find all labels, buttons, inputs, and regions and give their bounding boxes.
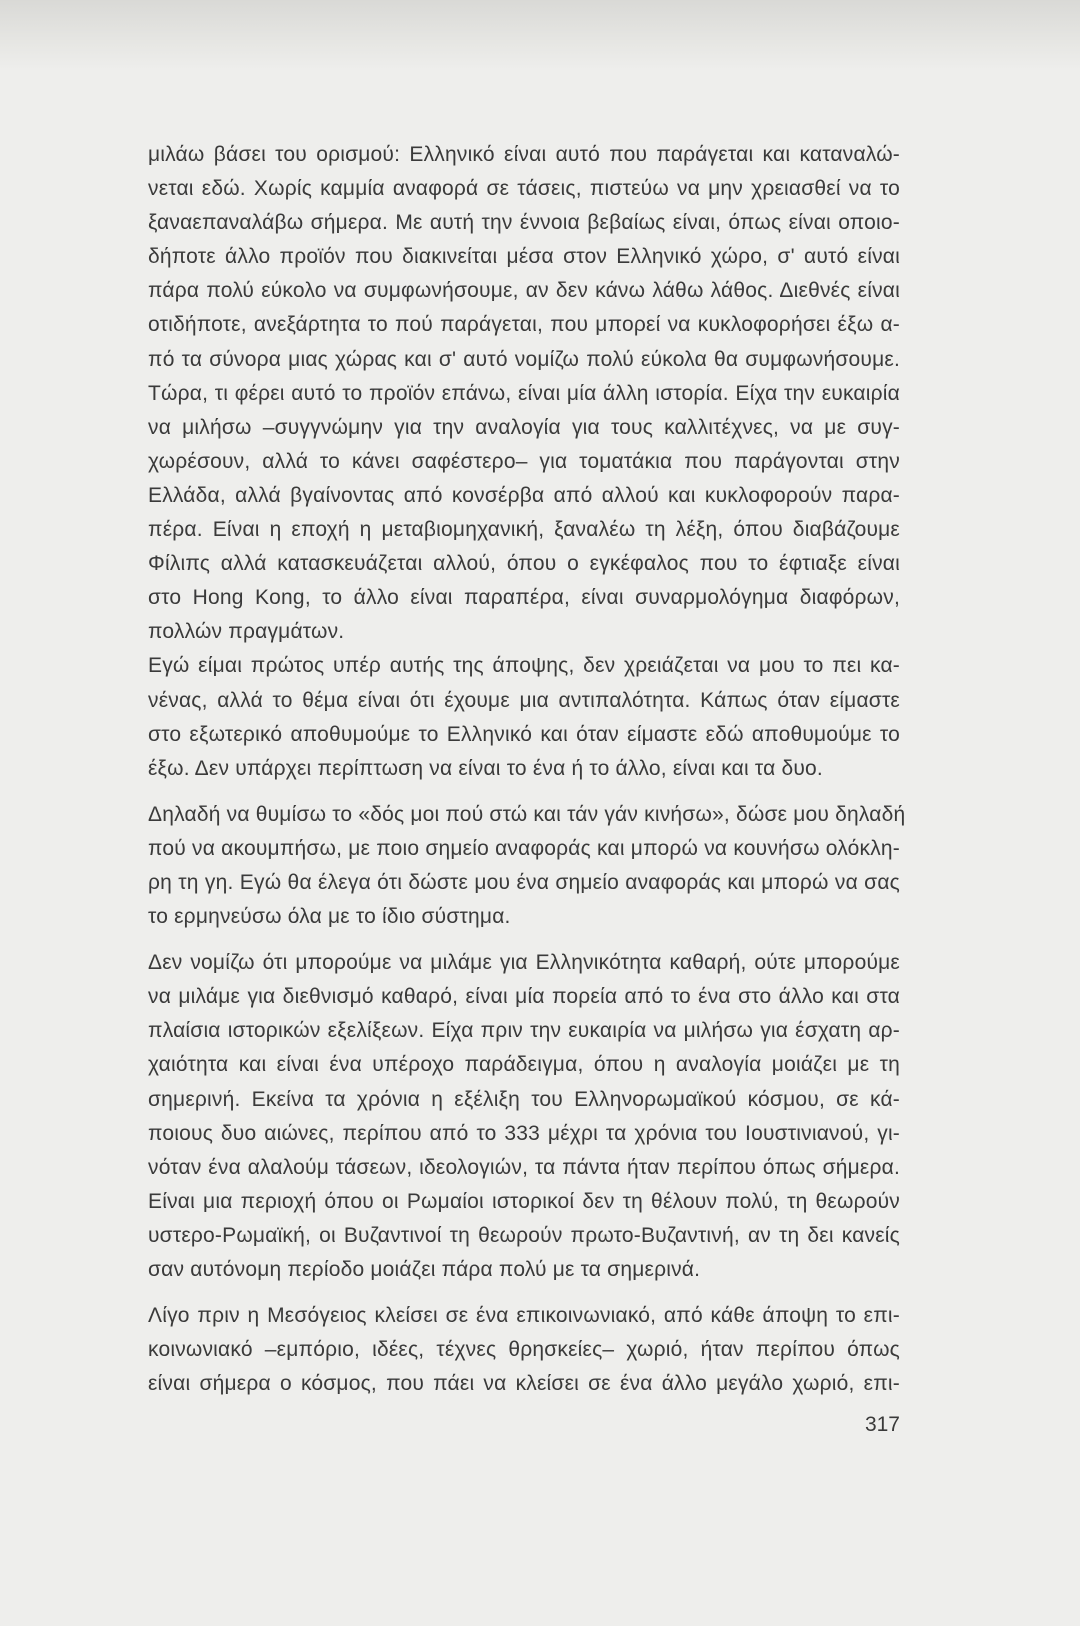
text-line: Ελλάδα, αλλά βγαίνοντας από κονσέρβα από αλλού και κυκλοφορούν παρα- (148, 483, 900, 507)
text-line: πό τα σύνορα μιας χώρας και σ' αυτό νομίζω πολύ εύκολα θα συμφωνήσουμε. (148, 347, 900, 371)
text-line: νεται εδώ. Χωρίς καμμία αναφορά σε τάσεις, πιστεύω να μην χρειασθεί να το (148, 177, 900, 201)
text-line: στο εξωτερικό αποθυμούμε το Ελληνικό και όταν είμαστε εδώ αποθυμούμε το (148, 722, 900, 746)
text-line: χωρέσουν, αλλά το κάνει σαφέστερο– για τοματάκια που παράγονται στην (148, 449, 900, 473)
text-line: το ερμηνεύσω όλα με το ίδιο σύστημα. (148, 905, 511, 929)
text-line: Φίλιπς αλλά κατασκευάζεται αλλού, όπου ο εγκέφαλος που το έφτιαξε είναι (148, 552, 900, 576)
text-line: πάρα πολύ εύκολο να συμφωνήσουμε, αν δεν κάνω λάθω λάθος. Διεθνές είναι (148, 279, 900, 303)
text-line: οτιδήποτε, ανεξάρτητα το πού παράγεται, που μπορεί να κυκλοφορήσει έξω α- (148, 313, 900, 337)
paragraph (148, 1299, 900, 1401)
text-line: είναι σήμερα ο κόσμος, που πάει να κλείσει σε ένα άλλο μεγάλο χωριό, επι- (148, 1372, 900, 1396)
text-line: σαν αυτόνομη περίοδο μοιάζει πάρα πολύ με τα σημερινά. (148, 1258, 701, 1281)
text-line: να μιλήσω –συγγνώμην για την αναλογία για τους καλλιτέχνες, να με συγ- (148, 415, 900, 439)
text-line: δήποτε άλλο προϊόν που διακινείται μέσα στον Ελληνικό χώρο, σ' αυτό είναι (148, 245, 900, 269)
scan-shadow (0, 0, 1080, 70)
text-line: έξω. Δεν υπάρχει περίπτωση να είναι το ένα ή το άλλο, είναι και τα δυο. (148, 756, 823, 780)
text-line: χαιότητα και είναι ένα υπέροχο παράδειγμα, όπου η αναλογία μοιάζει με τη (148, 1053, 900, 1077)
text-line: πολλών πραγμάτων. (148, 620, 345, 644)
text-line: στο Hong Kong, το άλλο είναι παραπέρα, είναι συναρμολόγημα διαφόρων, (148, 586, 900, 610)
body-text (148, 138, 906, 1401)
text-line: Λίγο πριν η Μεσόγειος κλείσει σε ένα επικοινωνιακό, από κάθε άποψη το επι- (148, 1304, 900, 1328)
text-line: σημερινή. Εκείνα τα χρόνια η εξέλιξη του Ελληνορωμαϊκού κόσμου, σε κά- (148, 1087, 900, 1111)
text-line: πού να ακουμπήσω, με ποιο σημείο αναφοράς και μπορώ να κουνήσω ολόκλη- (148, 836, 900, 860)
text-line: κοινωνιακό –εμπόριο, ιδέες, τέχνες θρησκείες– χωριό, ήταν περίπου όπως (148, 1338, 900, 1362)
page-number: 317 (864, 1413, 900, 1436)
text-line: να μιλάμε για διεθνισμό καθαρό, είναι μία πορεία από το ένα στο άλλο και στα (148, 985, 900, 1009)
text-line: ποιους δυο αιώνες, περίπου από το 333 μέχρι τα χρόνια του Ιουστινιανού, γι- (148, 1121, 900, 1145)
text-line: Τώρα, τι φέρει αυτό το προϊόν επάνω, είναι μία άλλη ιστορία. Είχα την ευκαιρία (148, 381, 900, 405)
text-line: ρη τη γη. Εγώ θα έλεγα ότι δώστε μου ένα σημείο αναφοράς και μπορώ να σας (148, 870, 900, 894)
paragraph (148, 138, 900, 786)
text-line: Είναι μια περιοχή όπου οι Ρωμαίοι ιστορικοί δεν τη θέλουν πολύ, τη θεωρούν (148, 1189, 900, 1213)
paragraph (148, 798, 906, 934)
text-line: νόταν ένα αλαλούμ τάσεων, ιδεολογιών, τα πάντα ήταν περίπου όπως σήμερα. (148, 1155, 900, 1179)
text-line: μιλάω βάσει του ορισμού: Ελληνικό είναι αυτό που παράγεται και καταναλώ- (148, 143, 900, 166)
text-line: υστερο-Ρωμαϊκή, οι Βυζαντινοί τη θεωρούν πρωτο-Βυζαντινή, αν τη δει κανείς (148, 1223, 900, 1247)
paragraph (148, 946, 900, 1287)
text-line: πλαίσια ιστορικών εξελίξεων. Είχα πριν την ευκαιρία να μιλήσω για έσχατη αρ- (148, 1019, 900, 1043)
text-line: νένας, αλλά το θέμα είναι ότι έχουμε μια αντιπαλότητα. Κάπως όταν είμαστε (148, 688, 900, 712)
text-line: πέρα. Είναι η εποχή η μεταβιομηχανική, ξαναλέω τη λέξη, όπου διαβάζουμε (148, 518, 900, 542)
text-line: Δεν νομίζω ότι μπορούμε να μιλάμε για Ελληνικότητα καθαρή, ούτε μπορούμε (148, 951, 900, 975)
text-line: Εγώ είμαι πρώτος υπέρ αυτής της άποψης, δεν χρειάζεται να μου το πει κα- (148, 654, 900, 678)
text-line: ξαναεπαναλάβω σήμερα. Με αυτή την έννοια βεβαίως είναι, όπως είναι οποιο- (148, 211, 900, 235)
text-line: Δηλαδή να θυμίσω το «δός μοι πού στώ και τάν γάν κινήσω», δώσε μου δηλαδή (148, 802, 906, 826)
